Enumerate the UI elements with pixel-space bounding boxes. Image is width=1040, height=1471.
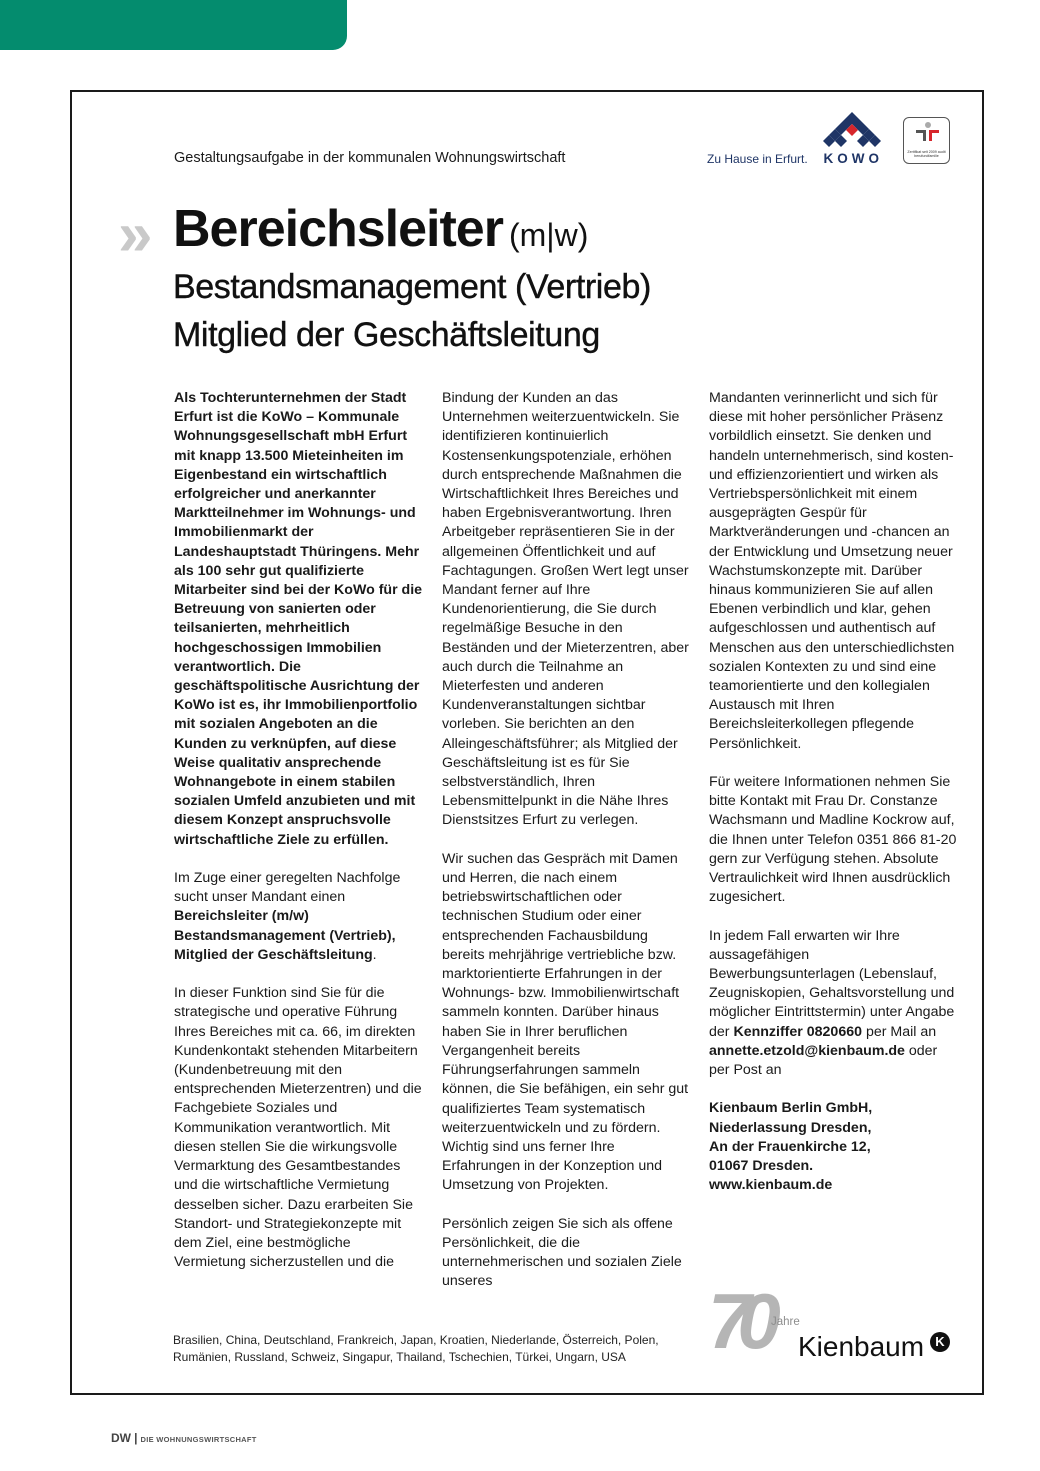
kowo-brand: KOWO [823, 151, 883, 166]
countries-list: Brasilien, China, Deutschland, Frankreich, Japan, Kroatien, Niederlande, Österreich, Polen, Rumänien, Russland, Schweiz, Singapur, Thailand, Tschechien, Türkei, Ungarn, USA [173, 1333, 659, 1364]
dw-mark: DW [111, 1431, 131, 1445]
job-title [173, 196, 588, 268]
ad-kicker: Gestaltungsaufgabe in der kommunalen Wohnungswirtschaft [174, 150, 566, 166]
contact-paragraph: Für weitere Informationen nehmen Sie bitte Kontakt mit Frau Dr. Constanze Wachsmann und Madline Kockrow auf, die Ihnen unter Telefon 0351 866 81-20 gern zur Verfügung stehen. Absolute Vertraulichkeit wird Ihnen ausdrücklich zugesichert. [709, 774, 957, 906]
requirements-paragraph: Wir suchen das Gespräch mit Damen und Herren, die nach einem betriebswirtschaftlichen oder technischen Studium oder einer entsprechenden Fachausbildung bereits mehrjährige vertriebliche bzw. marktorientierte Erfahrungen in der Wohnungs- bzw. Immobilienwirtschaft sammeln konnten. Darüber hinaus haben Sie in Ihrer beruflichen Vergangenheit bereits Führungserfahrungen sammeln können, die Sie befähigen, ein sehr gut qualifiziertes Team systematisch weiterzuentwickeln und zu fördern. Wichtig sind uns ferner Ihre Erfahrungen in der Konzeption und Umsetzung von Projekten. [442, 850, 689, 1194]
personality-paragraph: Persönlich zeigen Sie sich als offene Persönlichkeit, die die unternehmerischen und sozialen Ziele unseres [442, 1215, 682, 1290]
body-column-2 [442, 389, 692, 1311]
publication-name: DIE WOHNUNGSWIRTSCHAFT [140, 1435, 257, 1444]
kowo-logo [707, 110, 885, 166]
job-subtitle-1: Bestandsmanagement (Vertrieb) [173, 268, 651, 306]
body-column-1 [174, 389, 424, 1292]
jahre-label: Jahre [771, 1316, 800, 1328]
company-intro: Als Tochterunternehmen der Stadt Erfurt ist die KoWo – Kommunale Wohnungsgesellschaft mbH Erfurt mit knapp 13.500 Mieteinheiten im Eigenbestand ein wirtschaftlich erfolgreicher und anerkannter Marktteilnehmer im Wohnungs- und Immobilienmarkt der Landeshauptstadt Thüringens. Mehr als 100 sehr gut qualifizierte Mitarbeiter sind bei der KoWo für die Betreuung von sanierten oder teilsanierten, mehrheitlich hochgeschossigen Immobilien verantwortlich. Die geschäftspolitische Ausrichtung der KoWo ist es, ihr Immobilienportfolio mit sozialen Angeboten an die Kunden zu verknüpfen, auf diese Weise qualitativ ansprechende Wohnangebote in einem stabilen sozialen Umfeld anzubieten und mit diesem Konzept anspruchsvolle wirtschaftliche Ziele zu erfüllen. [174, 390, 423, 848]
kienbaum-name: Kienbaum [798, 1331, 925, 1362]
kowo-house-icon [823, 110, 881, 148]
family-audit-certificate-logo [903, 117, 950, 164]
gender-note: (m|w) [508, 217, 589, 253]
postal-address: Kienbaum Berlin GmbH, Niederlassung Dresden, An der Frauenkirche 12, 01067 Dresden. www.kienbaum.de [709, 1100, 873, 1194]
kowo-tagline: Zu Hause in Erfurt. [707, 152, 808, 166]
application-paragraph: In jedem Fall erwarten wir Ihre aussagefähigen Bewerbungsunterlagen (Lebenslauf, Zeugniskopien, Gehaltsvorstellung und möglicher Eintrittstermin) unter Angabe der Kennziffer 0820660 per Mail an annette.etzold@kienbaum.de oder per Post an [709, 927, 955, 1079]
chevron-icon: » [118, 200, 147, 269]
section-color-tab [0, 0, 347, 50]
kienbaum-k-icon: K [930, 1332, 950, 1352]
kienbaum-logo [708, 1277, 958, 1368]
body-column-3 [709, 389, 959, 1215]
seventy-years-mark: 70 [708, 1277, 767, 1365]
job-title-text: Bereichsleiter [173, 200, 503, 258]
job-subtitle-2: Mitglied der Geschäftsleitung [173, 316, 600, 354]
position-name: Bereichsleiter (m/w) Bestandsmanagement (Vertrieb), Mitglied der Geschäftsleitung [174, 908, 396, 963]
email-link[interactable]: annette.etzold@kienbaum.de [709, 1042, 905, 1059]
responsibilities-paragraph: In dieser Funktion sind Sie für die strategische und operative Führung Ihres Bereiches mit ca. 66, im direkten Kundenkontakt stehenden Mitarbeitern (Kundenbetreuung mit den entsprechenden Mieterzentren) und die Fachgebiete Soziales und Kommunikation verantwortlich. Mit diesen stellen Sie die wirkungsvolle Vermarktung des Gesamtbestandes und die wirtschaftliche Vermietung desselben sicher. Dazu erarbeiten Sie Standort- und Strategiekonzepte mit dem Ziel, eine bestmögliche Vermietung sicherzustellen und die [174, 985, 422, 1271]
website-link[interactable]: www.kienbaum.de [709, 1177, 833, 1194]
audit-person-icon [904, 118, 949, 148]
personality-continued: Mandanten verinnerlicht und sich für diese mit hoher persönlicher Präsenz vorbildlich einsetzt. Sie denken und handeln unternehmerisch, sind kosten- und effizienzorientiert und wirken als Vertriebspersönlichkeit mit einem ausgeprägten Gespür für Marktveränderungen und -chancen an der Entwicklung und Umsetzung neuer Wachstumskonzepte mit. Darüber hinaus kommunizieren Sie auf allen Ebenen verbindlich und klar, gehen aufgeschlossen und authentisch auf Menschen aus den unterschiedlichsten sozialen Kontexten zu und sind eine teamorientierte und den kollegialen Austausch mit Ihren Bereichsleiterkollegen pflegende Persönlichkeit. [709, 390, 955, 752]
reference-number: Kennziffer 0820660 [733, 1023, 862, 1040]
position-paragraph: Im Zuge einer geregelten Nachfolge sucht unser Mandant einen Bereichsleiter (m/w) Bestandsmanagement (Vertrieb), Mitglied der Geschäftsleitung. [174, 870, 401, 963]
responsibilities-continued: Bindung der Kunden an das Unternehmen weiterzuentwickeln. Sie identifizieren kontinuierlich Kostensenkungspotenziale, erhöhen durch entsprechende Maßnahmen die Wirtschaftlichkeit Ihres Bereiches und haben Ergebnisverantwortung. Ihren Arbeitgeber repräsentieren Sie in der allgemeinen Öffentlichkeit und auf Fachtagungen. Großen Wert legt unser Mandant ferner auf Ihre Kundenorientierung, die Sie durch regelmäßige Besuche in den Beständen und der Mieterzentren, aber auch durch die Teilnahme an Mieterfesten und anderen Kundenveranstaltungen sichtbar vorleben. Sie berichten an den Alleingeschäftsführer; als Mitglied der Geschäftsleitung ist es für Sie selbstverständlich, Ihren Lebensmittelpunkt in die Nähe Ihres Dienstsitzes Erfurt zu verlegen. [442, 390, 689, 829]
page-footer: DW | DIE WOHNUNGSWIRTSCHAFT [111, 1431, 257, 1445]
certificate-text: Zertifikat seit 2009 audit berufundfamilie [907, 150, 946, 158]
